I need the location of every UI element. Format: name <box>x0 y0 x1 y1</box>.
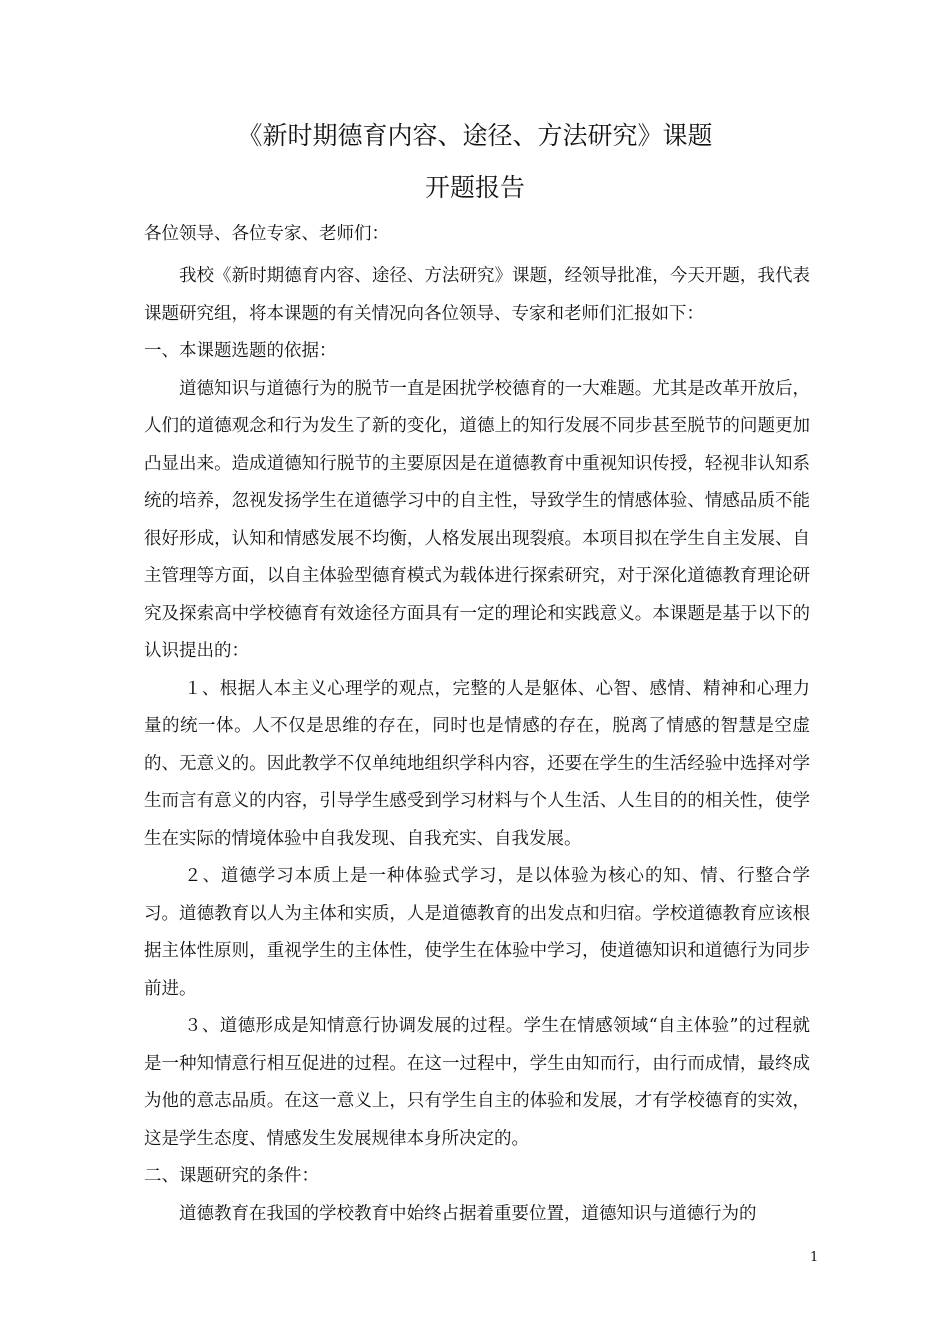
body-text <box>144 258 810 1233</box>
document-subtitle: 开题报告 <box>424 173 525 202</box>
page-number: 1 <box>810 1250 819 1265</box>
section1-heading: 一、本课题选题的依据： <box>144 341 337 361</box>
section1-paragraph: 道德知识与道德行为的脱节一直是困扰学校德育的一大难题。尤其是改革开放后，人们的道德观念和行为发生了新的变化，道德上的知行发展不同步甚至脱节的问题更加凸显出来。造成道德知行脱节的主要原因是在道德教育中重视知识传授，轻视非认知系统的培养，忽视发扬学生在道德学习中的自主性，导致学生的情感体验、情感品质不能很好形成，认知和情感发展不均衡，人格发展出现裂痕。本项目拟在学生自主发展、自主管理等方面，以自主体验型德育模式为载体进行探索研究，对于深化道德教育理论研究及探索高中学校德育有效途径方面具有一定的理论和实践意义。本课题是基于以下的认识提出的： <box>144 378 810 661</box>
document-title: 《新时期德育内容、途径、方法研究》课题 <box>237 121 713 150</box>
salutation-block <box>144 216 810 254</box>
section2-heading: 二、课题研究的条件： <box>144 1166 319 1186</box>
point-2-paragraph: ２、道德学习本质上是一种体验式学习，是以体验为核心的知、情、行整合学习。道德教育以人为主体和实质，人是道德教育的出发点和归宿。学校道德教育应该根据主体性原则，重视学生的主体性，使学生在体验中学习，使道德知识和道德行为同步前进。 <box>144 866 810 999</box>
salutation: 各位领导、各位专家、老师们： <box>144 224 389 244</box>
point-3-paragraph: ３、道德形成是知情意行协调发展的过程。学生在情感领域“自主体验”的过程就是一种知情意行相互促进的过程。在这一过程中，学生由知而行，由行而成情，最终成为他的意志品质。在这一意义上，只有学生自主的体验和发展，才有学校德育的实效，这是学生态度、情感发生发展规律本身所决定的。 <box>144 1016 810 1149</box>
section2-paragraph: 道德教育在我国的学校教育中始终占据着重要位置，道德知识与道德行为的 <box>179 1203 757 1224</box>
intro-paragraph: 我校《新时期德育内容、途径、方法研究》课题，经领导批准，今天开题，我代表课题研究组，将本课题的有关情况向各位领导、专家和老师们汇报如下： <box>144 266 810 324</box>
point-1-paragraph: １、根据人本主义心理学的观点，完整的人是躯体、心智、感情、精神和心理力量的统一体。人不仅是思维的存在，同时也是情感的存在，脱离了情感的智慧是空虚的、无意义的。因此教学不仅单纯地组织学科内容，还要在学生的生活经验中选择对学生而言有意义的内容，引导学生感受到学习材料与个人生活、人生目的的相关性，使学生在实际的情境体验中自我发现、自我充实、自我发展。 <box>144 678 810 849</box>
